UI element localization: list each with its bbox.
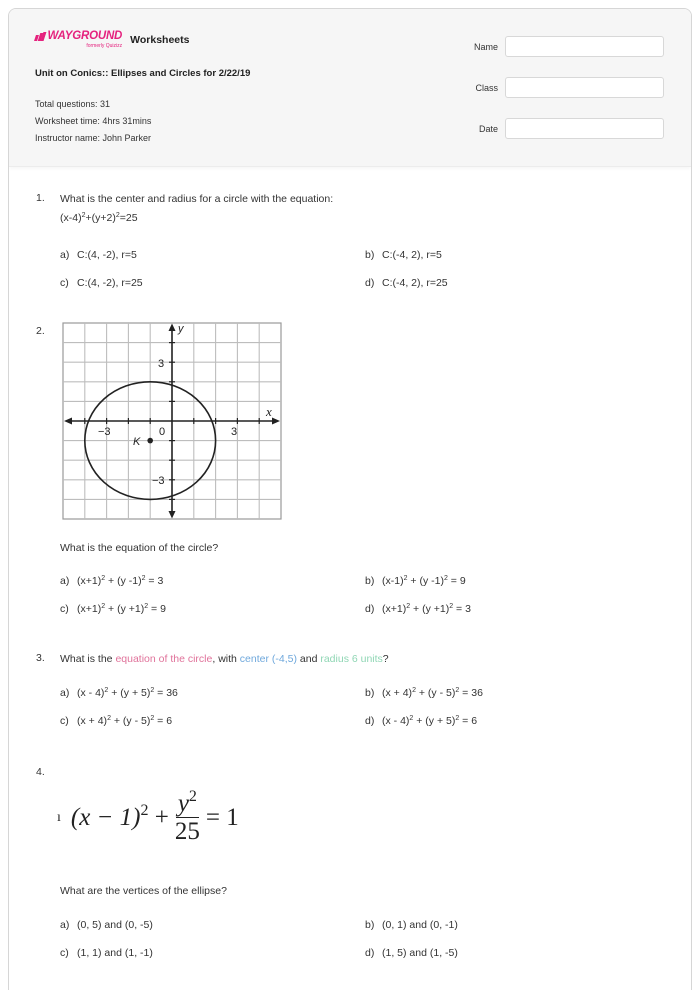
total-questions: Total questions: 31 bbox=[35, 99, 111, 109]
logo-mark-icon bbox=[35, 32, 45, 41]
ellipse-equation-image: ı $(x - 1)^2$ + $\frac{y^2}{25}$ = 1 bbox=[57, 787, 239, 845]
question-3-option-b[interactable]: b) $(x + 4)^2 + (y - 5)^2 = 36$ bbox=[365, 687, 483, 699]
svg-text:y: y bbox=[178, 323, 184, 335]
question-3-text: What is the equation of the circle, with center (-4,5) and radius 6 units? bbox=[60, 653, 389, 665]
app-name: Worksheets bbox=[130, 34, 190, 46]
question-1-text: What is the center and radius for a circle with the equation: bbox=[60, 193, 334, 205]
svg-text:x: x bbox=[266, 404, 272, 419]
question-3-option-a[interactable]: a) $(x - 4)^2 + (y + 5)^2 = 36$ bbox=[60, 687, 178, 699]
question-3-option-d[interactable]: d) $(x - 4)^2 + (y + 5)^2 = 6$ bbox=[365, 715, 478, 727]
name-label: Name bbox=[473, 42, 498, 52]
circle-graph-image bbox=[62, 322, 282, 520]
name-field[interactable] bbox=[505, 36, 664, 57]
svg-text:0: 0 bbox=[159, 426, 166, 438]
question-4-option-d[interactable]: d) (1, 5) and (1, -5) bbox=[365, 947, 458, 959]
class-field[interactable] bbox=[505, 77, 664, 98]
highlight-center: center (-4,5) bbox=[239, 653, 297, 665]
question-4-option-b[interactable]: b) (0, 1) and (0, -1) bbox=[365, 919, 458, 931]
logo-brand: WAYGROUND bbox=[47, 30, 123, 42]
question-4-option-c[interactable]: c) (1, 1) and (1, -1) bbox=[60, 947, 153, 959]
question-1-number: 1. bbox=[36, 192, 45, 204]
question-2-number: 2. bbox=[36, 325, 45, 337]
question-3-option-c[interactable]: c) $(x + 4)^2 + (y - 5)^2 = 6$ bbox=[60, 715, 173, 727]
logo-tagline: formerly Quizizz bbox=[86, 43, 123, 49]
question-2-option-d[interactable]: d) $(x+1)^2 + (y +1)^2 = 3$ bbox=[365, 603, 471, 615]
question-1-option-d[interactable]: d) C:(-4, 2), r=25 bbox=[365, 277, 448, 289]
highlight-radius: radius 6 units bbox=[320, 653, 383, 665]
center-point-k bbox=[147, 438, 153, 444]
instructor-name: Instructor name: John Parker bbox=[35, 133, 152, 143]
svg-text:3: 3 bbox=[231, 426, 238, 438]
date-field[interactable] bbox=[505, 118, 664, 139]
question-4-number: 4. bbox=[36, 766, 45, 778]
worksheet-card bbox=[8, 8, 692, 990]
highlight-equation: equation of the circle bbox=[115, 653, 213, 665]
worksheet-header bbox=[9, 9, 691, 167]
question-2-option-c[interactable]: c) $(x+1)^2 + (y +1)^2 = 9$ bbox=[60, 603, 166, 615]
svg-text:−3: −3 bbox=[98, 426, 111, 438]
question-2-option-a[interactable]: a) $(x+1)^2 + (y$ -1)$^2$ = 3 bbox=[60, 575, 164, 587]
brand-row bbox=[35, 31, 190, 49]
svg-text:K: K bbox=[133, 436, 141, 448]
question-2-text: What is the equation of the circle? bbox=[60, 542, 219, 554]
svg-text:−3: −3 bbox=[152, 475, 165, 487]
wayground-logo bbox=[35, 31, 122, 49]
question-3-number: 3. bbox=[36, 652, 45, 664]
question-1-equation: $(x-4)^2+(y+2)^2=25$ bbox=[60, 212, 138, 224]
question-1-option-a[interactable]: a) C:(4, -2), r=5 bbox=[60, 249, 137, 261]
worksheet-title: Unit on Conics:: Ellipses and Circles for 2/22/19 bbox=[35, 68, 251, 79]
question-4-option-a[interactable]: a) (0, 5) and (0, -5) bbox=[60, 919, 153, 931]
svg-text:3: 3 bbox=[158, 358, 165, 370]
question-4-text: What are the vertices of the ellipse? bbox=[60, 885, 227, 897]
date-label: Date bbox=[478, 124, 498, 134]
class-label: Class bbox=[475, 83, 498, 93]
worksheet-time: Worksheet time: 4hrs 31mins bbox=[35, 116, 152, 126]
question-1-option-b[interactable]: b) C:(-4, 2), r=5 bbox=[365, 249, 442, 261]
question-1-option-c[interactable]: c) C:(4, -2), r=25 bbox=[60, 277, 143, 289]
question-2-option-b[interactable]: b) $(x-1)^2 + (y$ -1)$^2$ = 9 bbox=[365, 575, 466, 587]
